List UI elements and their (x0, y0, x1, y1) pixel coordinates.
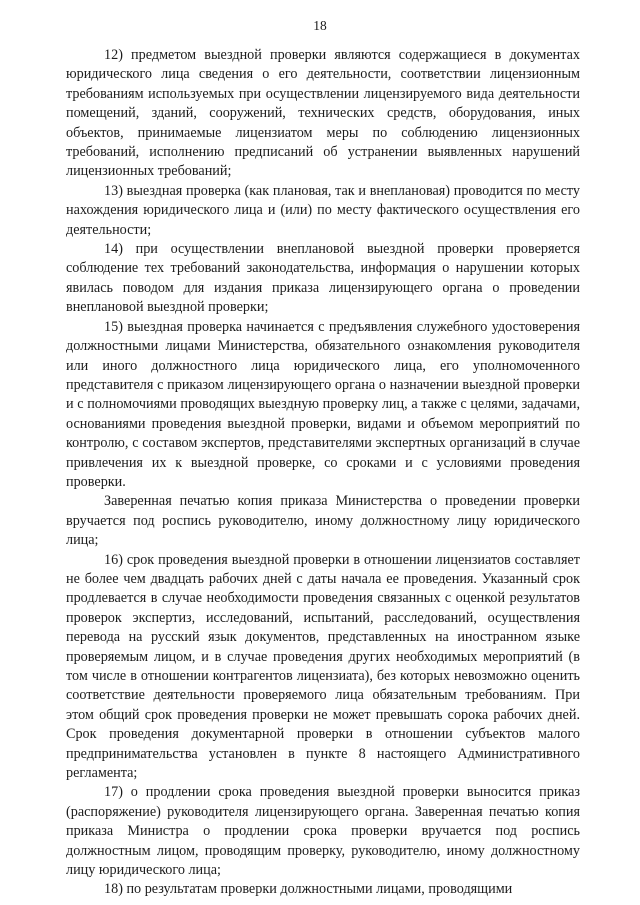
paragraph-certified-copy: Заверенная печатью копия приказа Министерства о проведении проверки вручается под роспись руководителю, иному должностному лицу юридического лица; (66, 493, 580, 549)
paragraph-item-16: 16) срок проведения выездной проверки в отношении лицензиатов составляет не более чем двадцать рабочих дней с даты начала ее проведения. Указанный срок продлевается в случае необходимости проведения связанных с оценкой результатов проверок экспертиз, исследований, испытаний, расследований, осуществления перевода на русский язык документов, представленных на иностранном языке проверяемым лицом, и в случае проведения других необходимых мероприятий (в том числе в отношении контрагентов лицензиата), без которых невозможно оценить соответствие деятельности проверяемого лица обязательным требованиям. При этом общий срок проведения проверки не может превышать сорока рабочих дней. Срок проведения документарной проверки в отношении субъектов малого предпринимательства установлен в пункте 8 настоящего Административного регламента; (66, 551, 580, 782)
paragraph-item-15: 15) выездная проверка начинается с предъявления служебного удостоверения должностными лицами Министерства, обязательного ознакомления руководителя или иного должностного лица юридического лица, его уполномоченного представителя с приказом лицензирующего органа о назначении выездной проверки и с полномочиями проводящих выездную проверку лиц, а также с целями, задачами, основаниями проведения выездной проверки, видами и объемом мероприятий по контролю, с составом экспертов, представителями экспертных организаций в случае привлечения их к выездной проверке, со сроками и с условиями проведения проверки. (66, 318, 580, 490)
paragraph-item-12: 12) предметом выездной проверки являются содержащиеся в документах юридического лица сведения о его деятельности, соответствии лицензионным требованиям используемых при осуществлении лицензируемого вида деятельности помещений, зданий, сооружений, технических средств, оборудования, иных объектов, принимаемые лицензиатом меры по соблюдению лицензионных требований, исполнению предписаний об устранении выявленных нарушений лицензионных требований; (66, 47, 580, 180)
paragraph-item-13: 13) выездная проверка (как плановая, так и внеплановая) проводится по месту нахождения юридического лица и (или) по месту фактического осуществления его деятельности; (66, 182, 580, 238)
document-body (66, 46, 580, 900)
paragraph-item-17: 17) о продлении срока проведения выездной проверки выносится приказ (распоряжение) руководителя лицензирующего органа. Заверенная печатью копия приказа Министра о продлении срока проверки вручается под роспись должностным лицом, проводящим проверку, руководителю, иному должностному лицу юридического лица; (66, 784, 580, 879)
page-number: 18 (313, 18, 327, 33)
paragraph-item-14: 14) при осуществлении внеплановой выездной проверки проверяется соблюдение тех требований законодательства, информация о нарушении которых явилась поводом для издания приказа лицензирующего органа о проведении внеплановой выездной проверки; (66, 241, 580, 316)
paragraph-item-18: 18) по результатам проверки должностными лицами, проводящими (104, 881, 513, 898)
